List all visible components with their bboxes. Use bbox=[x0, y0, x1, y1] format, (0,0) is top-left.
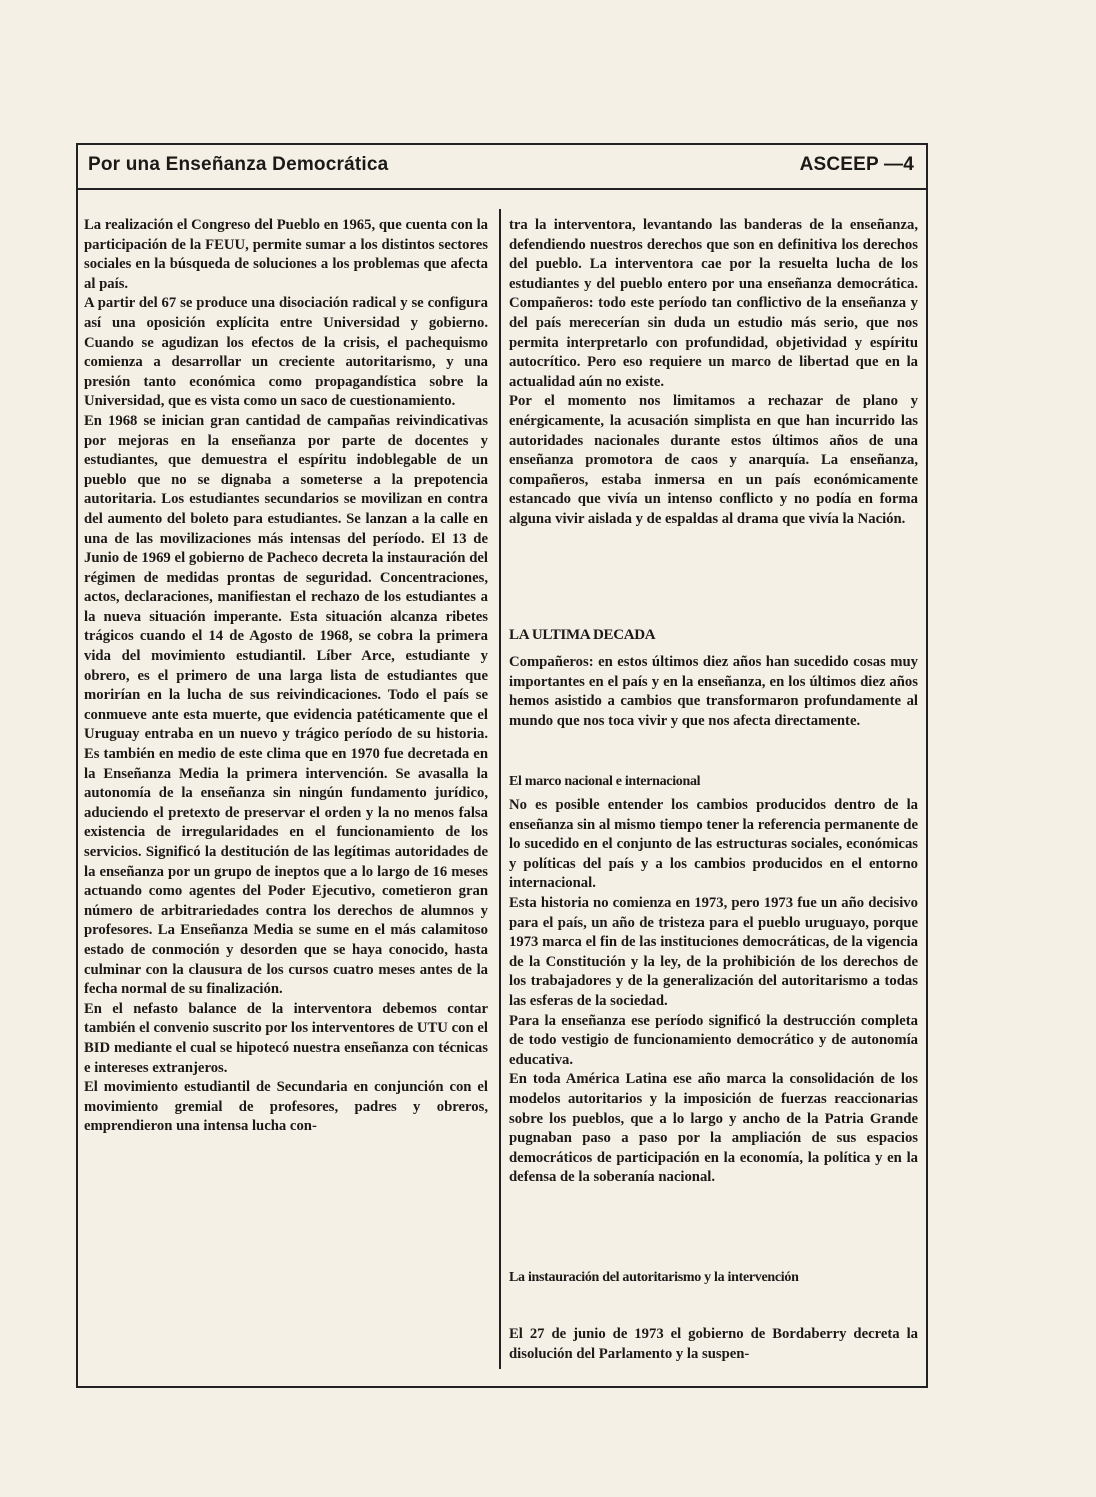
left-column bbox=[84, 216, 488, 1137]
paragraph: tra la interventora, levantando las banderas de la enseñanza, defendiendo nuestros derechos que son en definitiva los derechos del pueblo. La interventora cae por la resuelta lucha de los estudiantes y del pueblo entero por una enseñanza democrática. Compañeros: todo este período tan conflictivo de la enseñanza y del país merecerían sin duda un estudio más serio, que nos permita interpretarlo con profundidad, objetividad y espíritu autocrítico. Pero eso requiere un marco de libertad que en la actualidad aún no existe. bbox=[509, 217, 918, 390]
paragraph: No es posible entender los cambios producidos dentro de la enseñanza sin al mismo tiempo tener la referencia permanente de lo sucedido en el conjunto de las estructuras sociales, económicas y políticas del país y a los cambios producidos en el entorno internacional. bbox=[509, 797, 918, 892]
paragraph: El movimiento estudiantil de Secundaria en conjunción con el movimiento gremial de profesores, padres y obreros, emprendieron una intensa lucha con- bbox=[84, 1079, 488, 1135]
page-frame bbox=[76, 143, 928, 1388]
header-title: Por una Enseñanza Democrática bbox=[88, 154, 389, 175]
section-2-body bbox=[509, 796, 918, 1188]
section-heading: LA ULTIMA DECADA bbox=[509, 627, 656, 643]
paragraph: Compañeros: en estos últimos diez años han sucedido cosas muy importantes en el país y en la enseñanza, en los últimos diez años hemos asistido a cambios que transformaron profundamente al mundo que nos toca vivir y que nos afecta directamente. bbox=[509, 654, 918, 729]
section-3-body bbox=[509, 1325, 918, 1364]
column-divider bbox=[499, 209, 501, 1369]
right-column-intro bbox=[509, 216, 918, 530]
paragraph: En el nefasto balance de la interventora debemos contar también el convenio suscrito por los interventores de UTU con el BID mediante el cual se hipotecó nuestra enseñanza con técnicas e intereses extranjeros. bbox=[84, 1000, 488, 1076]
section-heading: El marco nacional e internacional bbox=[509, 774, 701, 789]
paragraph: La realización el Congreso del Pueblo en 1965, que cuenta con la participación de la FEUU, permite sumar a los distintos sectores sociales en la búsqueda de soluciones a los problemas que afecta al país. bbox=[84, 217, 488, 292]
paragraph: En 1968 se inician gran cantidad de campañas reivindicativas por mejoras en la enseñanza por parte de docentes y estudiantes, que demuestra el espíritu indoblegable de un pueblo que no se dignaba a someterse a la prepotencia autoritaria. Los estudiantes secundarios se movilizan en contra del aumento del boleto para estudiantes. Se lanzan a la calle en una de las movilizaciones más intensas del período. El 13 de Junio de 1969 el gobierno de Pacheco decreta la instauración del régimen de medidas prontas de seguridad. Concentraciones, actos, declaraciones, manifiestan el rechazo de los estudiantes a la nueva situación imperante. Esta situación alcanza ribetes trágicos cuando el 14 de Agosto de 1968, se cobra la primera vida del movimiento estudiantil. Líber Arce, estudiante y obrero, es el primero de una larga lista de estudiantes que morirían en la lucha de sus reivindicaciones. Todo el país se conmueve ante esta muerte, que evidencia patéticamente que el Uruguay entraba en un nuevo y trágico período de su historia. Es también en medio de este clima que en 1970 fue decretada en la Enseñanza Media la primera intervención. Se avasalla la autonomía de la enseñanza sin ningún fundamento jurídico, aduciendo el pretexto de preservar el orden y la no menos falsa existencia de irregularidades en el funcionamiento de los servicios. Significó la destitución de las legítimas autoridades de la enseñanza por un grupo de ineptos que a lo largo de 16 meses actuando como agentes del Poder Ejecutivo, cometieron gran número de arbitrariedades contra los derechos de alumnos y profesores. La Enseñanza Media se sume en el más calamitoso estado de conmoción y desorden que se haya conocido, hasta culminar con la clausura de los cursos cuatro meses antes de la fecha normal de su finalización. bbox=[84, 412, 488, 998]
paragraph: Para la enseñanza ese período significó la destrucción completa de todo vestigio de funcionamiento democrático y de autonomía educativa. bbox=[509, 1012, 918, 1068]
section-heading: La instauración del autoritarismo y la intervención bbox=[509, 1270, 799, 1285]
paragraph: A partir del 67 se produce una disociación radical y se configura así una oposición explícita entre Universidad y gobierno. Cuando se agudizan los efectos de la crisis, el pachequismo comienza a desarrollar un creciente autoritarismo, y una presión tanto económica como propagandística sobre la Universidad, que es vista como un saco de cuestionamiento. bbox=[84, 295, 488, 410]
section-1-body bbox=[509, 653, 918, 731]
header-page-number: ASCEEP —4 bbox=[799, 154, 914, 175]
paragraph: Por el momento nos limitamos a rechazar de plano y enérgicamente, la acusación simplista en que han incurrido las autoridades nacionales durante estos últimos años de una enseñanza promotora de caos y anarquía. La enseñanza, compañeros, estaba inmersa en un país económicamente estancado que vivía un intenso conflicto y no podía en forma alguna vivir aislada y de espaldas al drama que vivía la Nación. bbox=[509, 393, 918, 527]
paragraph: Esta historia no comienza en 1973, pero 1973 fue un año decisivo para el país, un año de tristeza para el pueblo uruguayo, porque 1973 marca el fin de las instituciones democráticas, de la vigencia de la Constitución y la ley, de la prohibición de los derechos de los trabajadores y de la generalización del autoritarismo a todas las esferas de la sociedad. bbox=[509, 894, 918, 1009]
page-header bbox=[78, 145, 926, 190]
paragraph: En toda América Latina ese año marca la consolidación de los modelos autoritarios y la imposición de fuerzas reaccionarias sobre los pueblos, que a lo largo y ancho de la Patria Grande pugnaban paso a paso por la ampliación de sus espacios democráticos de participación en la economía, la política y en la defensa de la soberanía nacional. bbox=[509, 1071, 918, 1186]
paragraph: El 27 de junio de 1973 el gobierno de Bordaberry decreta la disolución del Parlamento y la suspen- bbox=[509, 1326, 918, 1362]
